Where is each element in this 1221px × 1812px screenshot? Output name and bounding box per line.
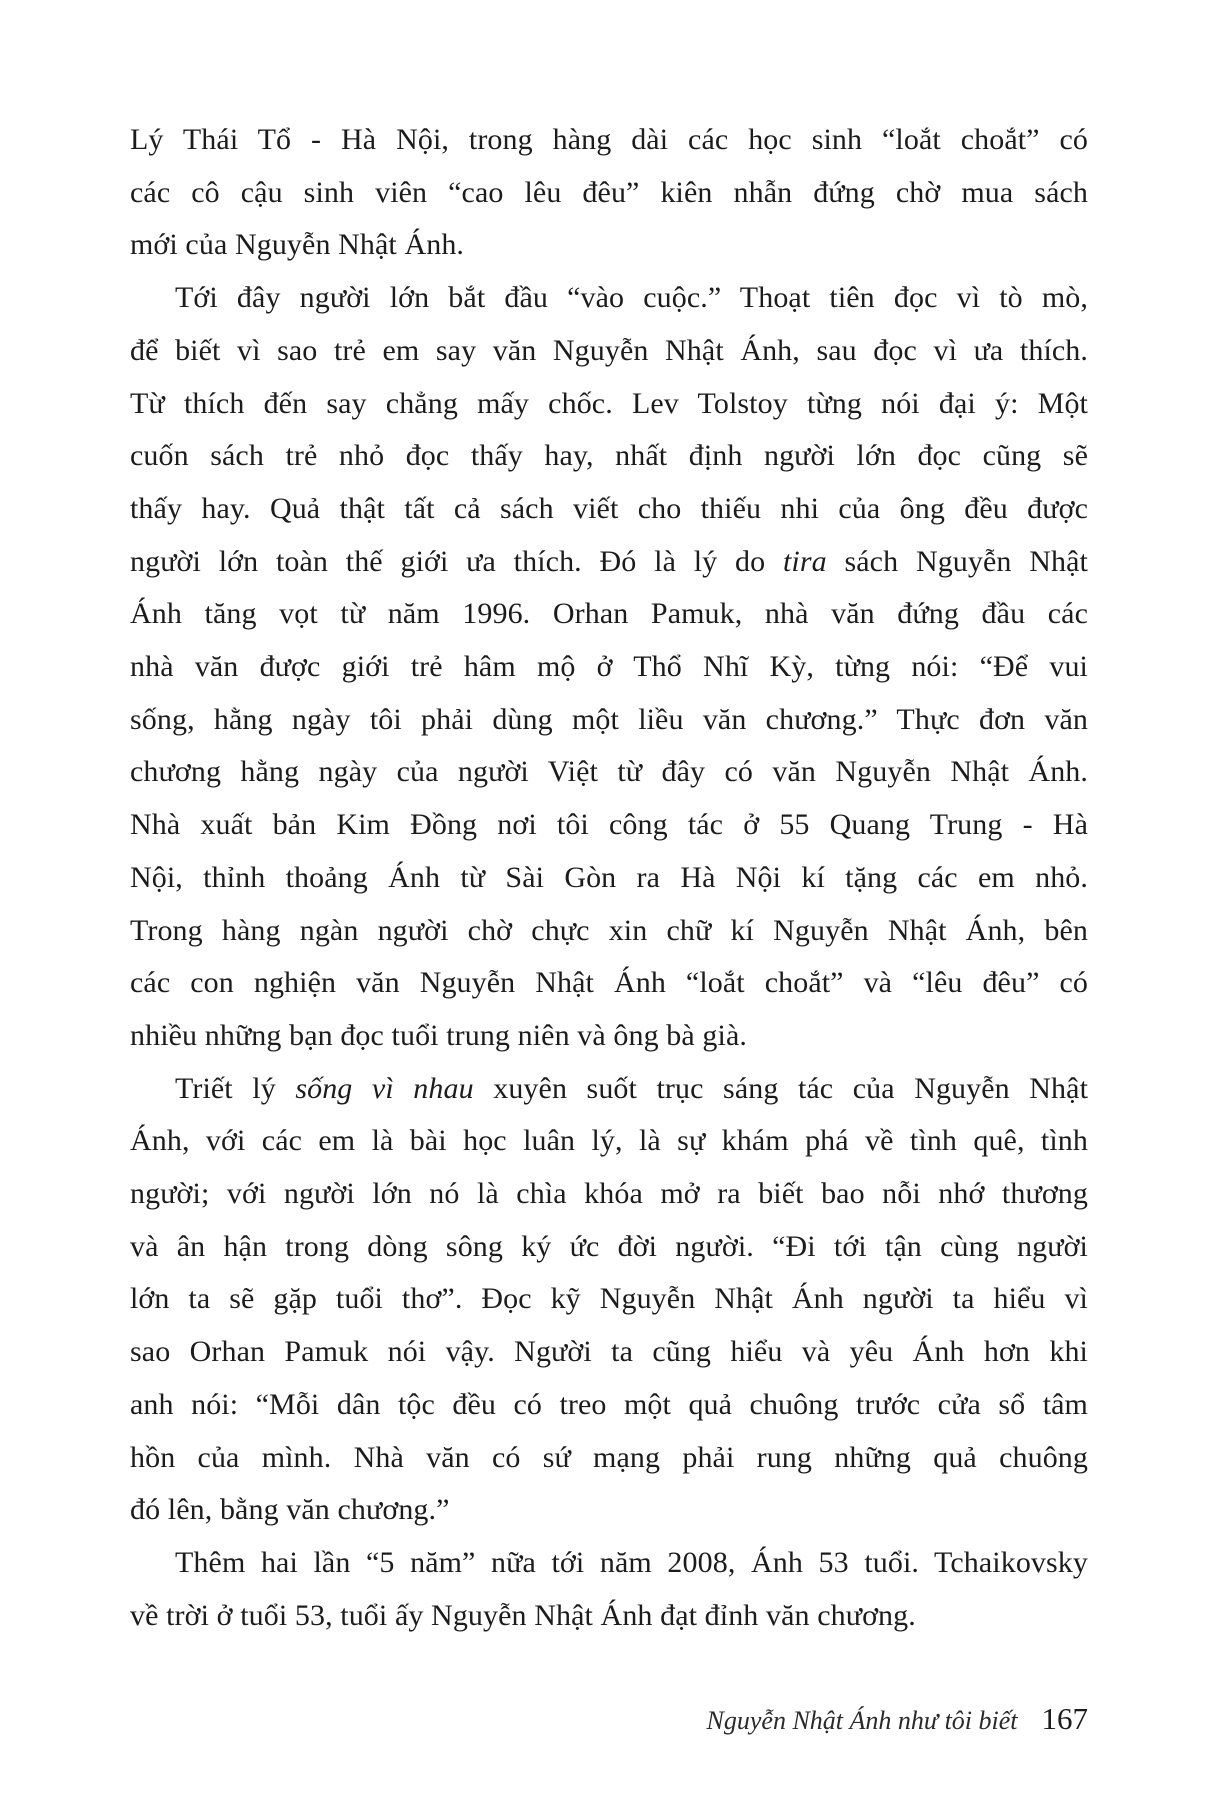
text-segment: Triết lý: [175, 1071, 296, 1105]
text-segment: sống, hằng ngày tôi phải dùng một liều văn chương.” Thực đơn văn: [130, 702, 1088, 736]
text-line: [130, 1484, 1088, 1537]
text-line: [130, 852, 1088, 905]
text-segment: hồn của mình. Nhà văn có sứ mạng phải rung những quả chuông: [130, 1440, 1088, 1474]
text-segment: thấy hay. Quả thật tất cả sách viết cho thiếu nhi của ông đều được: [130, 491, 1088, 525]
text-line: [130, 588, 1088, 641]
text-line: [130, 746, 1088, 799]
text-segment: Ánh tăng vọt từ năm 1996. Orhan Pamuk, nhà văn đứng đầu các: [130, 597, 1088, 631]
footer-running-title: Nguyễn Nhật Ánh như tôi biết: [706, 1706, 1018, 1735]
text-segment: Nhà xuất bản Kim Đồng nơi tôi công tác ở 55 Quang Trung - Hà: [130, 808, 1088, 842]
text-line: [130, 1115, 1088, 1168]
text-segment: anh nói: “Mỗi dân tộc đều có treo một quả chuông trước cửa sổ tâm: [130, 1387, 1088, 1421]
text-line: [130, 1010, 1088, 1063]
text-segment: xuyên suốt trục sáng tác của Nguyễn Nhật: [473, 1071, 1089, 1105]
page-number: 167: [1041, 1701, 1088, 1736]
text-segment: Thêm hai lần “5 năm” nữa tới năm 2008, Ánh 53 tuổi. Tchaikovsky: [175, 1545, 1088, 1579]
text-line: [130, 430, 1088, 483]
text-line: [130, 219, 1088, 272]
text-line: [130, 1379, 1088, 1432]
page-footer: [130, 1698, 1088, 1742]
paragraph: [130, 114, 1088, 272]
text-segment: đó lên, bằng văn chương.”: [130, 1493, 450, 1527]
text-segment: người; với người lớn nó là chìa khóa mở ra biết bao nỗi nhớ thương: [130, 1177, 1088, 1211]
text-line: [130, 483, 1088, 536]
text-line: [130, 1221, 1088, 1274]
text-line: [130, 536, 1088, 589]
text-segment: Tới đây người lớn bắt đầu “vào cuộc.” Thoạt tiên đọc vì tò mò,: [175, 281, 1088, 315]
text-line: [130, 799, 1088, 852]
text-line: [130, 1326, 1088, 1379]
text-line: [130, 378, 1088, 431]
paragraph: [130, 1537, 1088, 1642]
paragraph: [130, 1063, 1088, 1537]
text-segment: để biết vì sao trẻ em say văn Nguyễn Nhật Ánh, sau đọc vì ưa thích.: [130, 333, 1088, 367]
text-line: [130, 694, 1088, 747]
text-line: [130, 641, 1088, 694]
text-line: [130, 1063, 1088, 1116]
text-line: [130, 114, 1088, 167]
text-line: [130, 1432, 1088, 1485]
paragraph: [130, 272, 1088, 1063]
text-segment: Ánh, với các em là bài học luân lý, là sự khám phá về tình quê, tình: [130, 1124, 1088, 1158]
text-line: [130, 167, 1088, 220]
page-body: [130, 114, 1088, 1642]
text-segment: mới của Nguyễn Nhật Ánh.: [130, 228, 465, 262]
text-segment: nhà văn được giới trẻ hâm mộ ở Thổ Nhĩ Kỳ, từng nói: “Để vui: [130, 650, 1088, 684]
text-line: [130, 1168, 1088, 1221]
text-line: [130, 957, 1088, 1010]
text-segment: nhiều những bạn đọc tuổi trung niên và ông bà già.: [130, 1018, 747, 1052]
italic-text-segment: tira: [782, 544, 827, 578]
text-segment: về trời ở tuổi 53, tuổi ấy Nguyễn Nhật Ánh đạt đỉnh văn chương.: [130, 1598, 916, 1632]
text-segment: Lý Thái Tổ - Hà Nội, trong hàng dài các học sinh “loắt choắt” có: [130, 123, 1088, 156]
italic-text-segment: sống vì nhau: [295, 1071, 474, 1105]
text-line: [130, 1273, 1088, 1326]
text-line: [130, 325, 1088, 378]
text-segment: Trong hàng ngàn người chờ chực xin chữ kí Nguyễn Nhật Ánh, bên: [130, 913, 1088, 947]
text-segment: cuốn sách trẻ nhỏ đọc thấy hay, nhất định người lớn đọc cũng sẽ: [130, 439, 1088, 473]
text-line: [130, 1590, 1088, 1643]
text-segment: sao Orhan Pamuk nói vậy. Người ta cũng hiểu và yêu Ánh hơn khi: [130, 1335, 1088, 1369]
text-segment: Nội, thỉnh thoảng Ánh từ Sài Gòn ra Hà Nội kí tặng các em nhỏ.: [130, 860, 1088, 894]
text-segment: các con nghiện văn Nguyễn Nhật Ánh “loắt choắt” và “lêu đêu” có: [130, 966, 1088, 1000]
text-segment: sách Nguyễn Nhật: [826, 544, 1088, 578]
text-line: [130, 1537, 1088, 1590]
text-segment: người lớn toàn thế giới ưa thích. Đó là lý do: [130, 544, 783, 578]
text-line: [130, 272, 1088, 325]
text-line: [130, 905, 1088, 958]
text-segment: Từ thích đến say chẳng mấy chốc. Lev Tolstoy từng nói đại ý: Một: [130, 386, 1088, 420]
text-segment: chương hằng ngày của người Việt từ đây có văn Nguyễn Nhật Ánh.: [130, 755, 1088, 789]
text-segment: các cô cậu sinh viên “cao lêu đêu” kiên nhẫn đứng chờ mua sách: [130, 175, 1088, 209]
text-segment: lớn ta sẽ gặp tuổi thơ”. Đọc kỹ Nguyễn Nhật Ánh người ta hiểu vì: [130, 1282, 1088, 1316]
text-segment: và ân hận trong dòng sông ký ức đời người. “Đi tới tận cùng người: [130, 1229, 1088, 1263]
